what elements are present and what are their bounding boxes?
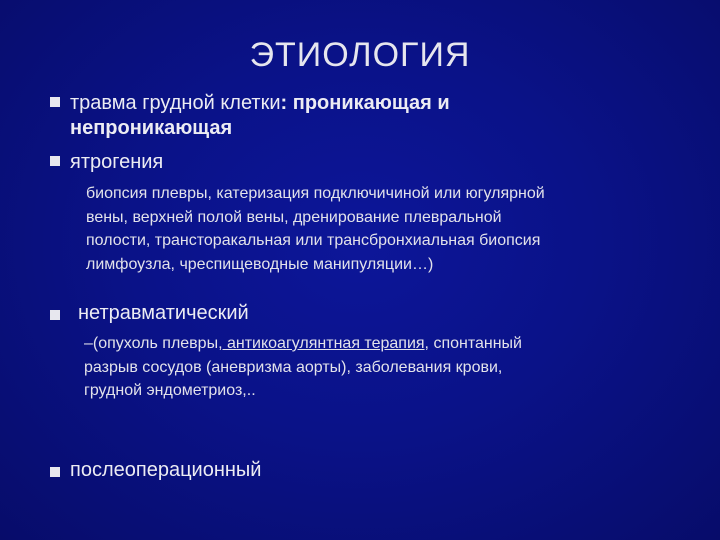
bullet-marker bbox=[50, 156, 60, 166]
anticoagulant-therapy-text: антикоагулянтная терапия bbox=[222, 335, 425, 352]
nontraumatic-detail-line: разрыв сосудов (аневризма аорты), заболевания крови, bbox=[84, 358, 503, 376]
slide-title: ЭТИОЛОГИЯ bbox=[249, 36, 471, 74]
bullet-marker bbox=[50, 97, 60, 107]
bullet-trauma bbox=[70, 91, 450, 141]
iatrogenic-detail-line: полости, трансторакальная или трансбронхиальная биопсия bbox=[86, 232, 541, 249]
bullet-iatrogenic: ятрогения bbox=[70, 151, 164, 173]
trauma-label: травма грудной клетки bbox=[70, 92, 281, 114]
nontraumatic-detail-part: , спонтанный bbox=[424, 335, 522, 352]
bullet-nontraumatic: нетравматический bbox=[78, 302, 249, 324]
iatrogenic-detail-line: лимфоузла, чреспищеводные манипуляции…) bbox=[86, 255, 434, 273]
nontraumatic-detail-line: грудной эндометриоз,.. bbox=[84, 382, 256, 399]
nontraumatic-details bbox=[84, 332, 522, 403]
trauma-types-continued: непроникающая bbox=[70, 117, 233, 139]
bullet-marker bbox=[50, 310, 60, 320]
iatrogenic-detail-line: вены, верхней полой вены, дренирование плевральной bbox=[86, 208, 502, 226]
nontraumatic-detail-part: –(опухоль плевры, bbox=[84, 335, 223, 352]
trauma-types: : проникающая и bbox=[280, 92, 450, 114]
bullet-postoperative: послеоперационный bbox=[70, 459, 262, 481]
iatrogenic-details bbox=[86, 182, 545, 276]
bullet-marker bbox=[50, 467, 60, 477]
iatrogenic-detail-line: биопсия плевры, катеризация подключичиной или югулярной bbox=[86, 185, 545, 202]
